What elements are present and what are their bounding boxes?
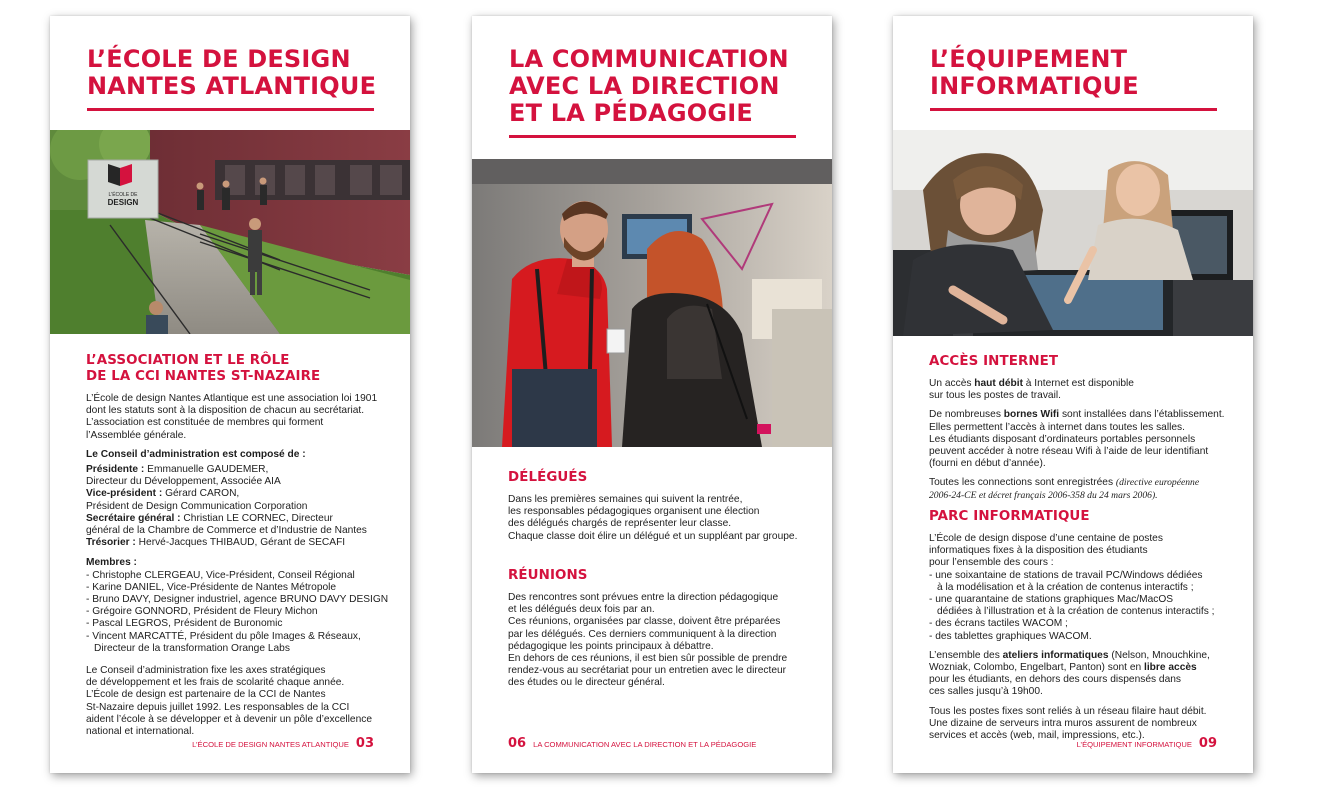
page-title: [87, 45, 377, 111]
text-fragment: sont installées dans l’établissement.: [1059, 409, 1225, 421]
text-line: L’École de design Nantes Atlantique est une association loi 1901: [86, 393, 378, 404]
text-line: L’École de design dispose d’une centaine de postes: [929, 533, 1163, 544]
outro-paragraph: [86, 665, 382, 738]
list-item: - une soixantaine de stations de travail PC/Windows dédiées: [929, 569, 1203, 581]
highlight: bornes Wifi: [1003, 409, 1060, 421]
text-line: services et accès (web, mail, impressions, etc.).: [929, 730, 1145, 742]
section-heading: [929, 509, 1225, 525]
officer-role: Présidente :: [86, 464, 145, 476]
park-list-paragraph: [929, 533, 1225, 643]
text-fragment: De nombreuses: [929, 409, 1004, 421]
text-line: des études ou le directeur général.: [508, 677, 665, 689]
section-heading: [508, 470, 804, 486]
members-paragraph: [86, 557, 389, 655]
officer-detail: Président de Design Communication Corporation: [86, 500, 308, 512]
title-line: INFORMATIQUE: [930, 72, 1139, 100]
text-line: [929, 378, 1225, 390]
internet-paragraph-1: [929, 378, 1225, 402]
footer-label: LA COMMUNICATION AVEC LA DIRECTION ET LA PÉDAGOGIE: [533, 740, 757, 749]
meeting-photo: [472, 159, 832, 447]
officer-name: Emmanuelle GAUDEMER,: [147, 464, 269, 476]
text-fragment: Un accès: [929, 378, 975, 389]
text-line: (fourni en début d’année).: [929, 458, 1046, 470]
text-line: des délégués chargés de représenter leur classe.: [508, 518, 732, 530]
member-line: - Bruno DAVY, Designer industriel, agence BRUNO DAVY DESIGN: [86, 594, 389, 606]
text-line: Chaque classe doit élire un délégué et un suppléant par groupe.: [508, 530, 798, 542]
members-title: Membres :: [86, 557, 137, 569]
meetings-paragraph: [508, 592, 804, 690]
text-line: [929, 409, 1225, 421]
officer-name: Christian LE CORNEC, Directeur: [183, 512, 333, 524]
delegates-section: [508, 470, 804, 550]
section-heading: [86, 353, 382, 385]
internet-access-section: [929, 354, 1225, 509]
text-line: Dans les premières semaines qui suivent la rentrée,: [508, 494, 743, 505]
member-line: Directeur de la transformation Orange Labs: [94, 642, 290, 654]
officer-name: Hervé-Jacques THIBAUD, Gérant de SECAFI: [138, 537, 346, 549]
officer-role: Secrétaire général :: [86, 512, 181, 524]
text-line: Des rencontres sont prévues entre la direction pédagogique: [508, 592, 779, 603]
highlight: libre accès: [1144, 662, 1197, 674]
text-line: ces salles jusqu’à 19h00.: [929, 686, 1043, 698]
heading-line: RÉUNIONS: [508, 568, 588, 583]
page-title: [930, 46, 1217, 111]
officer-line: [86, 537, 382, 549]
text-line: aident l’école à se développer et à devenir un pôle d’excellence: [86, 713, 373, 725]
page-footer: [192, 736, 374, 751]
member-line: - Christophe CLERGEAU, Vice-Président, Conseil Régional: [86, 569, 355, 581]
brochure-page-06: [472, 16, 832, 773]
text-fragment: à Internet est disponible: [1022, 378, 1134, 389]
text-line: Elles permettent l’accès à internet dans toutes les salles.: [929, 421, 1185, 433]
title-line: ET LA PÉDAGOGIE: [509, 99, 753, 127]
association-section: [86, 353, 389, 745]
text-line: par les délégués. Ces derniers communiquent à la direction: [508, 628, 777, 640]
page-footer: [1077, 736, 1217, 751]
sign-text: DESIGN: [107, 198, 139, 207]
text-line: Les étudiants disposant d’ordinateurs portables personnels: [929, 433, 1196, 445]
highlight: haut débit: [974, 378, 1023, 389]
text-line: En dehors de ces réunions, il est bien sûr possible de prendre: [508, 653, 788, 665]
title-line: AVEC LA DIRECTION: [509, 72, 780, 100]
heading-line: DE LA CCI NANTES ST-NAZAIRE: [86, 369, 321, 384]
text-line: national et international.: [86, 726, 195, 738]
heading-line: DÉLÉGUÉS: [508, 470, 588, 485]
text-line: [929, 650, 1225, 662]
officer-role: Vice-président :: [86, 488, 163, 500]
page-number: 06: [508, 736, 527, 751]
text-line: St-Nazaire depuis juillet 1992. Les responsables de la CCI: [86, 701, 350, 713]
brochure-page-03: [50, 16, 410, 773]
internet-paragraph-2: [929, 409, 1225, 470]
brochure-page-09: [893, 16, 1253, 773]
list-item: - des tablettes graphiques WACOM.: [929, 630, 1092, 642]
title-line: NANTES ATLANTIQUE: [87, 72, 377, 100]
highlight: ateliers informatiques: [1002, 649, 1109, 661]
text-fragment: Wozniak, Colombo, Engelbart, Panton) sont en: [929, 662, 1145, 674]
text-line: sur tous les postes de travail.: [929, 390, 1061, 402]
officer-detail: général de la Chambre de Commerce et d’Industrie de Nantes: [86, 525, 367, 537]
intro-paragraph: [86, 393, 382, 442]
page-number: 03: [355, 736, 374, 751]
list-item: à la modélisation et à la création de contenus interactifs ;: [937, 581, 1194, 593]
text-line: Tous les postes fixes sont reliés à un réseau filaire haut débit.: [929, 705, 1207, 717]
text-line: L’École de design est partenaire de la CCI de Nantes: [86, 689, 326, 701]
text-line: rendez-vous au secrétariat pour un entretien avec le directeur: [508, 665, 787, 677]
text-fragment: (Nelson, Mnouchkine,: [1108, 649, 1210, 661]
delegates-paragraph: [508, 494, 804, 543]
officer-line: [86, 464, 382, 476]
text-line: L’association est constituée de membres qui forment: [86, 417, 324, 429]
meetings-section: [508, 568, 804, 697]
list-item: - des écrans tactiles WACOM ;: [929, 618, 1068, 630]
member-line: - Karine DANIEL, Vice-Présidente de Nantes Métropole: [86, 581, 337, 593]
text-fragment: L’ensemble des: [929, 649, 1003, 661]
internet-paragraph-3: [929, 477, 1225, 501]
officer-name: Gérard CARON,: [165, 488, 240, 500]
text-line: informatiques fixes à la disposition des étudiants: [929, 545, 1148, 557]
title-line: LA COMMUNICATION: [509, 45, 789, 73]
section-heading: [508, 568, 804, 584]
text-line: l’Assemblée générale.: [86, 429, 187, 441]
page-number: 09: [1198, 736, 1217, 751]
computer-lab-photo: [893, 130, 1253, 336]
title-line: L’ÉCOLE DE DESIGN: [87, 45, 351, 73]
text-line: [929, 477, 1225, 489]
school-building-photo: [50, 130, 410, 334]
legal-note: 2006-24-CE et décret français 2006-358 du 24 mars 2006).: [929, 489, 1158, 501]
text-line: peuvent accéder à notre réseau Wifi à l’aide de leur identifiant: [929, 446, 1209, 458]
text-line: pédagogique les points principaux à débattre.: [508, 640, 714, 652]
page-footer: [508, 736, 756, 751]
list-item: - une quarantaine de stations graphiques Mac/MacOS: [929, 594, 1174, 606]
text-line: Le Conseil d’administration fixe les axes stratégiques: [86, 665, 326, 677]
officer-line: [86, 488, 382, 500]
text-fragment: Toutes les connections sont enregistrées: [929, 477, 1116, 489]
text-line: Ces réunions, organisées par classe, doivent être préparées: [508, 616, 781, 628]
list-item: dédiées à l’illustration et à la création de contenus interactifs ;: [937, 606, 1215, 618]
section-heading: [929, 354, 1225, 370]
title-line: L’ÉQUIPEMENT: [930, 45, 1128, 73]
member-line: - Pascal LEGROS, Président de Buronomic: [86, 618, 283, 630]
text-line: pour l’ensemble des cours :: [929, 557, 1054, 569]
officer-role: Trésorier :: [86, 537, 136, 549]
officer-line: [86, 513, 382, 525]
council-paragraph: [86, 449, 382, 550]
ateliers-paragraph: [929, 650, 1225, 699]
heading-line: L’ASSOCIATION ET LE RÔLE: [86, 353, 290, 368]
text-line: Une dizaine de serveurs intra muros assurent de nombreux: [929, 717, 1197, 729]
footer-label: L’ÉQUIPEMENT INFORMATIQUE: [1076, 740, 1192, 749]
computer-park-section: [929, 509, 1225, 749]
heading-line: PARC INFORMATIQUE: [929, 509, 1090, 524]
member-line: - Grégoire GONNORD, Président de Fleury Michon: [86, 606, 318, 618]
council-title: Le Conseil d’administration est composé de :: [86, 448, 306, 460]
heading-line: ACCÈS INTERNET: [929, 354, 1059, 369]
text-line: les responsables pédagogiques organisent une élection: [508, 506, 760, 518]
footer-label: L’ÉCOLE DE DESIGN NANTES ATLANTIQUE: [192, 740, 349, 749]
officer-detail: Directeur du Développement, Associée AIA: [86, 476, 281, 488]
text-line: de développement et les frais de scolarité chaque année.: [86, 677, 345, 689]
sign-text: L'ÉCOLE DE: [108, 192, 138, 198]
text-line: et les délégués deux fois par an.: [508, 604, 655, 616]
text-line: [929, 662, 1225, 674]
text-line: dont les statuts sont à la disposition de chacun au secrétariat.: [86, 405, 365, 417]
text-line: pour les étudiants, en dehors des cours dispensés dans: [929, 674, 1182, 686]
legal-note: (directive européenne: [1115, 477, 1200, 489]
member-line: - Vincent MARCATTÉ, Président du pôle Images & Réseaux,: [86, 630, 361, 642]
page-title: [509, 46, 796, 138]
